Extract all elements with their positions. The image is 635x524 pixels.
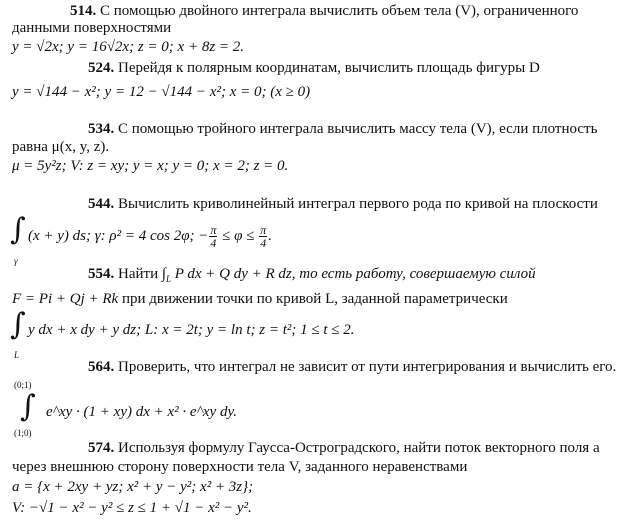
problem-534-line1	[88, 121, 597, 138]
problem-554-formula: y dx + x dy + y dz; L: x = 2t; y = ln t; z = t²; 1 ≤ t ≤ 2.	[28, 322, 355, 338]
problem-554-text-sub: L	[165, 274, 171, 284]
problem-514-number: 514.	[70, 3, 97, 19]
problem-544-text: Вычислить криволинейный интеграл первого рода по кривой на плоскости	[118, 196, 598, 212]
problem-544-mid: ≤ φ ≤	[222, 227, 255, 244]
problem-514-line1	[70, 3, 578, 20]
problem-554-line2-text: при движении точки по кривой L, заданной параметрически	[118, 291, 508, 307]
problem-554-line2	[12, 291, 508, 308]
problem-574-formula-1: a = {x + 2xy + yz; x² + y − y²; x² + 3z};	[12, 479, 254, 495]
integral-sign-544: ∫	[10, 212, 26, 247]
problem-554-text-a: Найти ∫	[118, 266, 166, 282]
problem-544-number: 544.	[88, 196, 115, 212]
problem-564-formula: e^xy · (1 + xy) dx + x² · e^xy dy.	[46, 404, 238, 420]
problem-554-line1	[88, 266, 536, 288]
problem-534-line2: равна μ(x, y, z).	[12, 139, 110, 155]
problem-544-integrand: (x + y) ds; γ: ρ² = 4 cos 2φ; −	[28, 227, 209, 244]
problem-534-text: С помощью тройного интеграла вычислить массу тела (V), если плотность	[118, 121, 598, 137]
frac-den: 4	[210, 236, 217, 250]
frac-num: π	[260, 223, 267, 237]
problem-554-integral-subscript: L	[14, 350, 20, 360]
fraction-pi-over-4-left	[209, 224, 217, 249]
problem-514-formula: y = √2x; y = 16√2x; z = 0; x + 8z = 2.	[12, 39, 245, 55]
problem-554-text-b: P dx + Q dy + R dz, то есть работу, совершаемую силой	[170, 266, 536, 282]
integral-sign-554: ∫	[10, 307, 26, 342]
problem-534-number: 534.	[88, 121, 115, 137]
frac-num: π	[210, 223, 217, 237]
frac-den: 4	[260, 236, 267, 250]
problem-544-integral-subscript: γ	[14, 256, 18, 266]
problem-524-formula: y = √144 − x²; y = 12 − √144 − x²; x = 0; (x ≥ 0)	[12, 84, 311, 100]
problem-544-line1	[88, 196, 598, 213]
problem-554-force: F = Pi + Qj + Rk	[12, 291, 119, 307]
problem-544-formula	[28, 224, 272, 249]
problem-574-line2: через внешнюю сторону поверхности тела V, заданного неравенствами	[12, 459, 468, 475]
fraction-pi-over-4-right	[259, 224, 267, 249]
problem-574-number: 574.	[88, 440, 115, 456]
integral-sign-564: ∫	[20, 389, 36, 424]
problem-564-upper-limit: (0;1)	[14, 380, 32, 390]
problem-574-line1	[88, 440, 600, 457]
problem-564-number: 564.	[88, 359, 115, 375]
problem-574-formula-2: V: −√1 − x² − y² ≤ z ≤ 1 + √1 − x² − y².	[12, 500, 252, 516]
problem-544-end: .	[268, 227, 272, 244]
problem-524-number: 524.	[88, 60, 115, 76]
problem-554-number: 554.	[88, 266, 115, 282]
problem-564-line1	[88, 359, 616, 376]
problem-574-text: Используя формулу Гаусса-Остроградского, найти поток векторного поля a	[118, 440, 600, 456]
problem-514-line2: данными поверхностями	[12, 20, 172, 36]
problem-514-text: С помощью двойного интеграла вычислить объем тела (V), ограниченного	[100, 3, 579, 19]
problem-564-text: Проверить, что интеграл не зависит от пути интегрирования и вычислить его.	[118, 359, 617, 375]
problem-564-lower-limit: (1;0)	[14, 428, 32, 438]
problem-524-line1	[88, 60, 540, 77]
problem-534-formula: μ = 5y²z; V: z = xy; y = x; y = 0; x = 2; z = 0.	[12, 158, 289, 174]
problem-524-text: Перейдя к полярным координатам, вычислить площадь фигуры D	[118, 60, 540, 76]
